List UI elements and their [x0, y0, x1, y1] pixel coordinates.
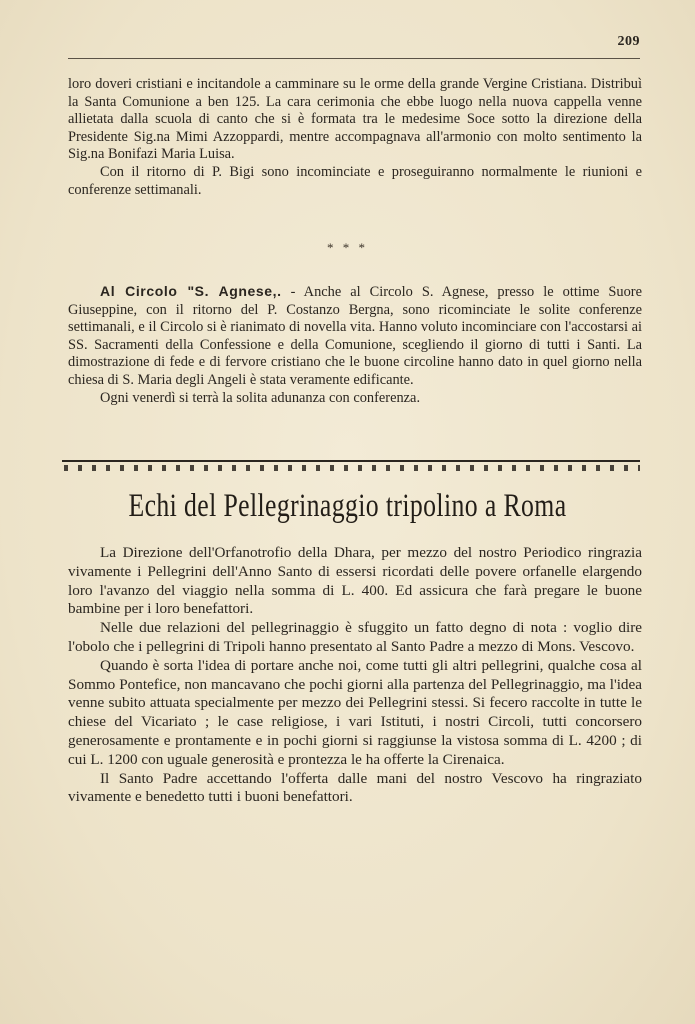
section-circolo-agnese — [68, 283, 642, 407]
section-continued-text — [68, 76, 642, 199]
paragraph: La Direzione dell'Orfanotrofio della Dhara, per mezzo del nostro Periodico ringrazia vivamente i Pellegrini dell'Anno Santo di essersi ricordati delle povere orfanelle elargendo loro l'avanzo del viaggio nella somma di L. 400. Ed assicura che farà pregare le buone bambine per i loro benefattori. — [68, 544, 642, 618]
paragraph: Con il ritorno di P. Bigi sono incominciate e proseguiranno normalmente le riunioni e conferenze settimanali. — [68, 163, 642, 198]
section-separator-stars: * * * — [327, 240, 368, 255]
ornamental-divider — [62, 460, 640, 472]
article-body — [68, 544, 642, 807]
paragraph: loro doveri cristiani e incitandole a camminare su le orme della grande Vergine Cristiana. Distribuì la Santa Comunione a ben 125. La cara cerimonia che ebbe luogo nella nuova cappella venne allietata dalla scuola di canto che si è formata tra le medesime Soce sotto la direzione della Presidente Sig.na Mimi Azzoppardi, mentre accompagnava all'armonio con molto sentimento la Sig.na Bonifazi Maria Luisa. — [68, 76, 642, 163]
article-title: Echi del Pellegrinaggio tripolino a Roma — [128, 488, 567, 524]
paragraph: Ogni venerdì si terrà la solita adunanza con conferenza. — [100, 389, 421, 406]
header-rule — [68, 58, 640, 59]
divider-line — [62, 460, 640, 462]
paragraph-text: - Anche al Circolo S. Agnese, presso le ottime Suore Giuseppine, con il ritorno del P. Costanzo Bergna, sono ricominciate le solite conferenze settimanali, e il Circolo si è rianimato di novella vita. Hanno voluto incominciare con l'accostarsi ai SS. Sacramenti della Confessione e della Comunione, scegliendo il giorno di tutti i Santi. La dimostrazione di fede e di fervore cristiano che le buone circoline hanno dato in quel giorno nella chiesa di S. Maria degli Angeli è stata veramente edificante. — [68, 284, 642, 388]
page-header — [68, 32, 640, 60]
paragraph: Quando è sorta l'idea di portare anche noi, come tutti gli altri pellegrini, qualche cosa al Sommo Pontefice, non mancavano che pochi giorni alla partenza del Pellegrinaggio, ma l'idea venne subito attuata specialmente per mezzo dei Pellegrini stessi. Si fecero raccolte in tutte le chiese del Vicariato ; le case religiose, i vari Istituti, i nostri Circoli, tutti concorsero generosamente e prontamente e in pochi giorni si raggiunse la vistosa somma di L. 4200 ; di cui L. 1200 con uguale generosità e prontezza le ha offerte la Cirenaica. — [68, 656, 642, 768]
paragraph: Nelle due relazioni del pellegrinaggio è sfuggito un fatto degno di nota : voglio dire l'obolo che i pellegrini di Tripoli hanno presentato al Santo Padre a mezzo di Mons. Vescovo. — [68, 619, 642, 655]
page-number: 209 — [617, 34, 640, 49]
divider-pattern — [62, 465, 640, 471]
section-lead-heading: Al Circolo "S. Agnese,. — [100, 283, 282, 299]
paragraph — [68, 283, 642, 390]
paragraph: Il Santo Padre accettando l'offerta dalle mani del nostro Vescovo ha ringraziato vivamente e benedetto tutti i buoni benefattori. — [68, 769, 642, 806]
